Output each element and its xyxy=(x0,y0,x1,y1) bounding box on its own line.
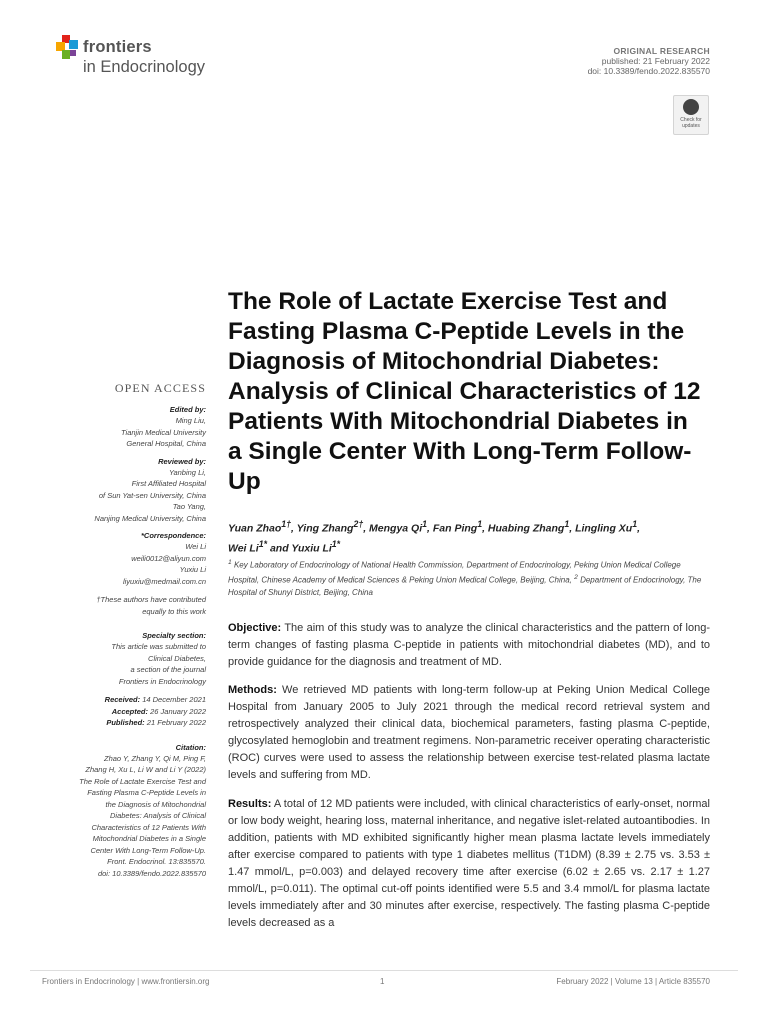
check-updates-label: Check for updates xyxy=(680,117,702,129)
footer-divider xyxy=(30,970,738,971)
author-affiliation-sup: 1 xyxy=(564,519,570,529)
specialty-line: Clinical Diabetes, xyxy=(148,653,206,663)
author-name[interactable]: Fan Ping xyxy=(432,522,478,535)
author-affiliation-sup: 2† xyxy=(353,519,364,529)
check-for-updates-button[interactable] xyxy=(673,95,709,135)
author-name[interactable]: Huabing Zhang xyxy=(487,522,565,535)
author-affiliation-sup: 1 xyxy=(422,519,428,529)
footer-journal-link[interactable]: Frontiers in Endocrinology | www.frontiersin.org xyxy=(42,977,210,986)
published-date: published: 21 February 2022 xyxy=(601,56,710,66)
specialty-line: a section of the journal xyxy=(130,665,206,674)
article-sidebar xyxy=(50,381,206,879)
editor-line: Ming Liu, xyxy=(175,416,206,425)
author-name[interactable]: Lingling Xu xyxy=(575,522,633,535)
specialty-line: Frontiers in Endocrinology xyxy=(118,676,206,686)
results-label: Results: xyxy=(228,798,272,810)
published-date-sidebar: Published: 21 February 2022 xyxy=(106,718,206,727)
editor-line: General Hospital, China xyxy=(126,439,206,448)
frontiers-logo-icon xyxy=(56,35,80,61)
check-updates-icon xyxy=(683,99,699,115)
correspondence-email-link[interactable]: liyuxiu@medmail.com.cn xyxy=(122,576,206,586)
citation-doi-link[interactable]: doi: 10.3389/fendo.2022.835570 xyxy=(97,868,206,878)
author-list: Yuan Zhao$^{1\dagger}$, Ying Zhang$^{2\dagger}$, Mengya Qi$^1$, Fan Ping$^1$, Huabing Zhang$^1$, Lingling Xu$^1$, Wei $Li^{1*}$ and Yuxiu $Li^{1*}$ xyxy=(228,519,641,554)
brand-name: frontiers xyxy=(83,38,152,56)
results-text: A total of 12 MD patients were included, with clinical characteristics of early-onset, normal or low body weight, hearing loss, maternal inheritance, and negative islet-related autoantibodies. In addition, patients with MD exhibited significantly higher mean plasma lactate levels immediately after exercise compared to patients with type 1 diabetes mellitus (T1DM) (8.39 ± 2.75 vs. 3.53 ± 1.47 mmol/L, p=0.003) and delayed recovery time after exercise (6.02 ± 2.65 vs. 2.17 ± 1.27 mmol/L, p=0.011). The optimal cut-off points identified were 5.5 and 3.4 mmol/L for plasma lactate levels immediately after and 30 minutes after exercise, respectively. The fasting plasma C-peptide levels decreased as a xyxy=(228,798,710,929)
reviewed-by-heading: Reviewed by: xyxy=(158,456,206,466)
article-type: ORIGINAL RESEARCH xyxy=(613,46,710,56)
affiliation-number: 2 xyxy=(574,574,578,582)
author-affiliation-sup: 1 xyxy=(632,519,638,529)
author-conjunction: and xyxy=(269,542,289,554)
author-affiliation-sup: 1* xyxy=(331,538,341,549)
citation-line: the Diagnosis of Mitochondrial xyxy=(105,799,206,809)
equal-contribution-note: †These authors have contributed xyxy=(96,595,206,604)
author-affiliation-sup: 1 xyxy=(477,519,483,529)
citation-line: Front. Endocrinol. 13:835570. xyxy=(107,857,206,866)
citation-heading: Citation: xyxy=(175,742,206,752)
correspondence-email-link[interactable]: weili0012@aliyun.com xyxy=(131,553,206,563)
reviewer-line: First Affiliated Hospital xyxy=(131,479,206,488)
citation-line: The Role of Lactate Exercise Test and xyxy=(79,776,206,786)
objective-label: Objective: xyxy=(228,622,282,634)
author-name[interactable]: Mengya Qi xyxy=(369,522,423,535)
doi-link[interactable]: doi: 10.3389/fendo.2022.835570 xyxy=(587,66,710,76)
equal-contribution-note: equally to this work xyxy=(142,606,206,616)
methods-label: Methods: xyxy=(228,684,277,696)
citation-line: Center With Long-Term Follow-Up. xyxy=(90,845,206,855)
article-title: The Role of Lactate Exercise Test and Fasting Plasma C-Peptide Levels in the Diagnosis of Mitochondrial Diabetes: Analysis of Clinical Characteristics of 12 Patients With Mitochondrial Diabetes in a Single Center With Long-Term Follow-Up xyxy=(228,288,701,495)
journal-name: in Endocrinology xyxy=(83,58,205,76)
correspondence-name: Wei Li xyxy=(185,542,206,551)
article-meta xyxy=(588,46,710,76)
reviewer-line: of Sun Yat-sen University, China xyxy=(98,490,206,500)
editor-line: Tianjin Medical University xyxy=(121,427,206,437)
specialty-heading: Specialty section: xyxy=(142,631,206,640)
author-name[interactable]: Wei Li xyxy=(228,542,259,554)
affiliations xyxy=(228,557,708,600)
methods-text: We retrieved MD patients with long-term follow-up at Peking Union Medical College Hospital from January 2005 to July 2021 through the medical record retrieval system and retrospectively analyzed their clinical data, biochemical parameters, fasting plasma C-peptide, glycosylated hemoglobin and treatment regimens. Non-parametric receiver operating characteristic (ROC) curves were used to assess the relationship between exercise test-related plasma lactate levels and suffering from MD. xyxy=(228,684,710,781)
citation-line: Zhang H, Xu L, Li W and Li Y (2022) xyxy=(85,765,206,774)
author-affiliation-sup: 1† xyxy=(281,519,292,529)
objective-text: The aim of this study was to analyze the clinical characteristics and the pattern of long-term changes of fasting plasma C-peptide in patients with mitochondrial diabetes (MD), and to provide guidance for the diagnosis and treatment of MD. xyxy=(228,622,710,668)
accepted-date: Accepted: 26 January 2022 xyxy=(111,706,206,716)
reviewer-line: Yanbing Li, xyxy=(169,467,206,477)
author-name[interactable]: Yuan Zhao xyxy=(228,522,282,535)
citation-line: Diabetes: Analysis of Clinical xyxy=(109,811,206,820)
reviewer-line: Tao Yang, xyxy=(172,502,206,511)
footer-issue-info: February 2022 | Volume 13 | Article 835570 xyxy=(556,977,710,986)
abstract-methods xyxy=(228,682,710,784)
journal-logo[interactable] xyxy=(56,34,226,82)
footer-page-number: 1 xyxy=(380,977,385,986)
citation-line: Characteristics of 12 Patients With xyxy=(91,822,206,832)
affiliation-text: Key Laboratory of Endocrinology of National Health Commission, Department of Endocrinology, Peking Union Medical College Hospital, Chinese Academy of Medical Sciences & Peking Union Medical College, Beijing, China, xyxy=(228,560,681,585)
affiliation-number: 1 xyxy=(228,559,232,566)
edited-by-heading: Edited by: xyxy=(169,405,206,414)
author-affiliation-sup: 1* xyxy=(258,538,268,549)
citation-line: Zhao Y, Zhang Y, Qi M, Ping F, xyxy=(103,753,206,763)
citation-line: Mitochondrial Diabetes in a Single xyxy=(92,834,206,843)
open-access-label: OPEN ACCESS xyxy=(114,381,206,395)
abstract-objective xyxy=(228,620,710,671)
author-name[interactable]: Ying Zhang xyxy=(296,522,354,535)
correspondence-name: Yuxiu Li xyxy=(179,565,206,574)
received-date: Received: 14 December 2021 xyxy=(104,695,206,704)
abstract-results xyxy=(228,796,710,932)
author-name[interactable]: Yuxiu Li xyxy=(291,542,332,554)
citation-line: Fasting Plasma C-Peptide Levels in xyxy=(87,788,206,797)
affiliation-text: Department of Endocrinology, The Hospital of Shunyi District, Beijing, China xyxy=(228,575,702,598)
reviewer-line: Nanjing Medical University, China xyxy=(94,513,206,523)
specialty-line: This article was submitted to xyxy=(111,642,206,651)
correspondence-heading: *Correspondence: xyxy=(140,531,206,540)
